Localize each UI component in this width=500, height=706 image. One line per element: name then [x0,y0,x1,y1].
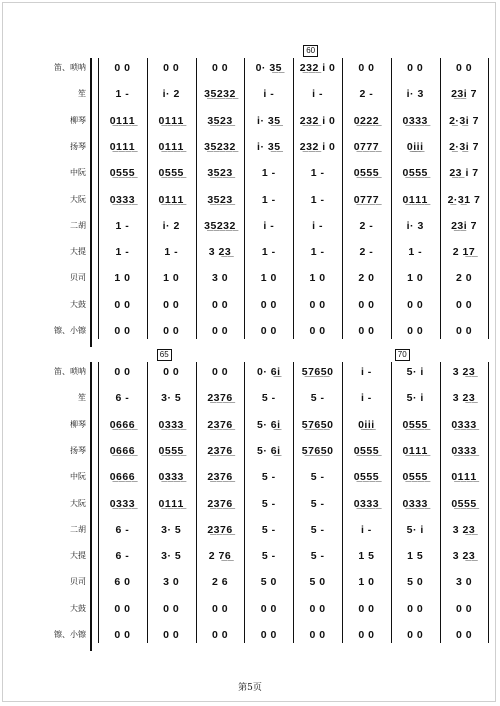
measure-cell: 5· i [406,366,424,378]
system-brace [90,362,96,651]
bar-line [440,362,441,643]
measure-cell: 5· 6̲i̲ [257,418,281,431]
measure-cell: 0̲1̲1̲1̲ [158,497,184,510]
measure-cell: 0 0 [309,602,326,615]
measure-cell: 2̲3̲2̲ i 0 [299,140,336,153]
measure-cell: 0̲3̲3̲3̲ [451,418,477,431]
measure-cell: i - [263,219,275,232]
measure-cell: 0̲1̲1̲1̲ [109,114,136,127]
measure-cell: 2 0 [358,272,375,285]
measure-cell: 3̲5̲2̲3̲ [207,193,233,206]
measure-cell: 5 - [310,550,325,563]
measure-cell: 0̲3̲3̲3̲ [158,418,184,431]
instrument-label: 柳琴 [70,419,86,429]
measure-cell: i· 3̲5̲ [257,114,281,127]
instrument-label: 柳琴 [70,115,86,125]
score-system-2 [0,350,500,655]
instrument-label: 扬琴 [70,445,86,455]
measure-cell: 2̲·3̲1 7 [447,193,481,206]
measure-cell: 5 - [261,497,276,510]
instrument-label: 大阮 [70,194,86,204]
instrument-label: 大阮 [70,498,86,508]
measure-cell: 0 0 [455,602,473,615]
measure-cell: 0̲i̲i̲i̲ [358,418,375,431]
measure-cell: 0̲1̲1̲1̲ [158,140,184,153]
measure-cell: 0 0 [163,602,180,615]
measure-cell: 2̲3̲ i 7 [449,167,479,180]
measure-cell: 2̲3̲i 7 [451,219,477,232]
measure-cell: 0̲3̲3̲3̲ [158,471,184,484]
bar-line [98,362,99,643]
instrument-label: 笛、唢呐 [54,367,86,376]
measure-cell: 0̲5̲5̲5̲ [158,444,184,457]
measure-cell: 0 0 [407,62,424,74]
measure-cell: 1 - [310,246,325,259]
measure-cell: 1 0 [260,272,277,285]
measure-cell: 0̲3̲3̲3̲ [451,444,477,457]
measure-cell: 6 - [115,550,130,563]
measure-cell: 0̲3̲3̲3̲ [109,193,136,206]
measure-cell: 0̲3̲3̲3̲ [109,497,136,510]
measure-cell: 3· 5 [161,392,182,405]
measure-cell: 0̲5̲5̲5̲ [353,444,380,457]
measure-cell: 5̲7̲6̲5̲0 [301,444,334,457]
measure-cell: 0 0 [163,366,180,378]
measure-cell: 0̲7̲7̲7̲ [353,140,380,153]
instrument-label: 镲、小镲 [54,326,86,335]
measure-cell: 2 7̲6̲ [208,550,232,563]
measure-cell: i - [263,88,275,101]
measure-cell: i - [360,392,372,405]
measure-cell: 5̲7̲6̲5̲0 [301,418,334,431]
measure-cell: 2̲3̲7̲6̲ [207,418,233,431]
measure-cell: 2 1̲7̲ [452,246,476,259]
instrument-label: 扬琴 [70,141,86,151]
bar-line [147,58,148,339]
measure-cell: 3̲5̲2̲3̲ [207,167,233,180]
measure-cell: 2 0 [455,272,473,285]
instrument-label: 大提 [70,247,86,257]
bar-line [293,58,294,339]
measure-cell: 2̲·3̲i 7 [449,114,479,127]
bar-line [342,58,343,339]
measure-cell: 1 - [115,219,130,232]
measure-cell: i· 3̲5̲ [257,140,281,153]
measure-cell: 2̲3̲7̲6̲ [207,523,233,536]
bar-line [440,58,441,339]
measure-cell: 3̲5̲2̲3̲2̲ [204,88,236,101]
measure-cell: 2 - [359,246,374,259]
bar-line [488,362,489,643]
measure-cell: 0 0 [358,602,375,615]
bar-line [391,362,392,643]
measure-cell: 0 0 [358,629,375,641]
measure-cell: i - [360,523,372,536]
instrument-label: 大鼓 [70,603,86,613]
instrument-label: 大鼓 [70,299,86,309]
measure-cell: 3̲5̲2̲3̲ [207,114,233,127]
measure-cell: 1 5 [407,550,424,563]
measure-cell: 1 5 [358,550,375,563]
measure-cell: 0 0 [211,602,229,615]
measure-cell: 0 0 [163,298,180,311]
bar-line [391,58,392,339]
instrument-label: 贝司 [70,577,86,587]
measure-cell: 5 - [261,471,276,484]
measure-cell: 2̲·3̲i 7 [449,140,479,153]
measure-cell: 0 0 [358,325,375,337]
measure-cell: 0̲5̲5̲5̲ [451,497,477,510]
measure-cell: 5 - [310,497,325,510]
measure-cell: 3· 5 [161,523,182,536]
measure-cell: 3̲5̲2̲3̲2̲ [204,219,236,232]
measure-cell: 3 2̲3̲ [208,246,232,259]
measure-cell: 0 0 [114,629,131,641]
measure-cell: i· 2 [162,219,180,232]
measure-cell: 0̲6̲6̲6̲ [109,471,136,484]
measure-cell: 5 - [310,523,325,536]
score-system-1 [0,46,500,351]
instrument-label: 笙 [78,393,86,403]
rehearsal-mark: 70 [395,349,410,361]
measure-cell: i· 3 [406,219,424,232]
instrument-label: 中阮 [70,168,86,178]
instrument-label: 镲、小镲 [54,630,86,639]
measure-cell: 1 0 [114,272,131,285]
measure-cell: 1 0 [407,272,424,285]
measure-cell: 2 - [359,88,374,101]
measure-cell: 0 0 [211,62,229,74]
measure-cell: 0 0 [455,298,473,311]
measure-cell: 6 - [115,392,130,405]
measure-cell: 2̲3̲7̲6̲ [207,497,233,510]
measure-cell: 0· 6̲i̲ [257,366,281,378]
measure-cell: 2̲3̲i 7 [451,88,477,101]
measure-cell: 2 - [359,219,374,232]
measure-cell: 5 0 [260,576,277,589]
measure-cell: 5 - [261,392,276,405]
measure-cell: i - [312,219,323,232]
measure-cell: 2̲3̲7̲6̲ [207,471,233,484]
measure-cell: 2̲3̲7̲6̲ [207,392,233,405]
measure-cell: 0̲5̲5̲5̲ [109,167,136,180]
bar-line [488,58,489,339]
measure-cell: 0 0 [114,366,131,378]
instrument-label: 中阮 [70,472,86,482]
instrument-label: 二胡 [70,524,86,534]
measure-cell: 0̲5̲5̲5̲ [402,418,428,431]
measure-cell: 3 2̲3̲ [452,550,476,563]
measure-cell: 0 0 [163,325,180,337]
rehearsal-mark: 65 [157,349,172,361]
measure-cell: 0 0 [163,629,180,641]
bar-line [244,362,245,643]
measure-cell: 2̲3̲7̲6̲ [207,444,233,457]
measure-cell: 0̲3̲3̲3̲ [402,497,428,510]
measure-cell: 2̲3̲2̲ i 0 [299,114,336,127]
measure-cell: 5̲7̲6̲5̲0 [301,366,334,378]
bar-line [196,362,197,643]
measure-cell: 3 0 [211,272,229,285]
measure-cell: 0 0 [358,298,375,311]
measure-cell: 0̲2̲2̲2̲ [353,114,380,127]
measure-cell: 0̲6̲6̲6̲ [109,418,136,431]
measure-cell: 0̲5̲5̲5̲ [353,167,380,180]
measure-cell: 1 - [115,88,130,101]
measure-cell: 0̲6̲6̲6̲ [109,444,136,457]
measure-cell: 0 0 [309,298,326,311]
measure-cell: 0̲3̲3̲3̲ [353,497,380,510]
measure-cell: 5 - [310,392,325,405]
measure-cell: 5· i [406,392,424,405]
measure-cell: 1 - [164,246,179,259]
measure-cell: 1 0 [358,576,375,589]
measure-cell: 0̲5̲5̲5̲ [402,167,428,180]
bar-line [147,362,148,643]
measure-cell: 0 0 [114,602,131,615]
measure-cell: 0̲1̲1̲1̲ [158,193,184,206]
measure-cell: 0 0 [114,298,131,311]
measure-cell: 1 0 [163,272,180,285]
bar-line [98,58,99,339]
measure-cell: 2̲3̲2̲ i 0 [299,62,336,74]
measure-cell: 3 2̲3̲ [452,366,476,378]
measure-cell: 1 - [261,193,276,206]
measure-cell: 0̲i̲i̲i̲ [406,140,424,153]
bar-line [196,58,197,339]
measure-cell: 0̲7̲7̲7̲ [353,193,380,206]
measure-cell: 0 0 [358,62,375,74]
measure-cell: 1 - [115,246,130,259]
instrument-label: 笛、唢呐 [54,63,86,72]
instrument-label: 大提 [70,551,86,561]
measure-cell: 0 0 [211,298,229,311]
measure-cell: 3 2̲3̲ [452,392,476,405]
measure-cell: 5 - [261,550,276,563]
measure-cell: 1 - [310,193,325,206]
measure-cell: i - [360,366,372,378]
bar-line [293,362,294,643]
measure-cell: 6 - [115,523,130,536]
measure-cell: 0 0 [163,62,180,74]
measure-cell: 1 - [261,167,276,180]
measure-cell: 0 0 [407,325,424,337]
measure-cell: 0 0 [260,298,277,311]
measure-cell: 0̲1̲1̲1̲ [451,471,477,484]
instrument-label: 二胡 [70,220,86,230]
instrument-label: 笙 [78,89,86,99]
measure-cell: i - [312,88,323,101]
measure-cell: 5 0 [407,576,424,589]
measure-cell: 0 0 [211,629,229,641]
measure-cell: 0̲1̲1̲1̲ [402,444,428,457]
measure-cell: 0 0 [455,325,473,337]
page-number: 第5页 [238,683,262,693]
measure-cell: 0 0 [455,629,473,641]
rehearsal-mark: 60 [303,45,318,57]
measure-cell: 0 0 [455,62,473,74]
measure-cell: 0 0 [407,298,424,311]
measure-cell: 3 2̲3̲ [452,523,476,536]
measure-cell: 1 - [310,167,325,180]
measure-cell: 5 - [261,523,276,536]
measure-cell: 3· 5 [161,550,182,563]
measure-cell: 5· 6̲i̲ [257,444,281,457]
measure-cell: 0· 3̲5̲ [255,62,282,74]
measure-cell: 3̲5̲2̲3̲2̲ [204,140,236,153]
measure-cell: i· 3 [406,88,424,101]
measure-cell: 0̲5̲5̲5̲ [402,471,428,484]
measure-cell: 1 - [408,246,423,259]
measure-cell: 0 0 [309,629,326,641]
measure-cell: 5 - [310,471,325,484]
measure-cell: 0 0 [260,629,277,641]
bar-line [244,58,245,339]
measure-cell: 0 0 [114,62,131,74]
measure-cell: 3 0 [163,576,180,589]
measure-cell: 3 0 [455,576,473,589]
measure-cell: 0̲1̲1̲1̲ [402,193,428,206]
measure-cell: 0 0 [260,602,277,615]
measure-cell: 0 0 [407,629,424,641]
instrument-label: 贝司 [70,273,86,283]
measure-cell: 5 0 [309,576,326,589]
measure-cell: 5· i [406,523,424,536]
measure-cell: 0 0 [260,325,277,337]
measure-cell: 0 0 [309,325,326,337]
measure-cell: 2 6 [211,576,229,589]
bar-line [342,362,343,643]
measure-cell: 0 0 [211,366,229,378]
measure-cell: 0̲5̲5̲5̲ [158,167,184,180]
system-brace [90,58,96,347]
measure-cell: 0̲1̲1̲1̲ [158,114,184,127]
measure-cell: 0 0 [114,325,131,337]
measure-cell: 0̲3̲3̲3̲ [402,114,428,127]
measure-cell: 0̲5̲5̲5̲ [353,471,380,484]
measure-cell: 0̲1̲1̲1̲ [109,140,136,153]
measure-cell: 1 0 [309,272,326,285]
measure-cell: i· 2 [162,88,180,101]
measure-cell: 1 - [261,246,276,259]
measure-cell: 0 0 [211,325,229,337]
measure-cell: 6 0 [114,576,131,589]
measure-cell: 0 0 [407,602,424,615]
